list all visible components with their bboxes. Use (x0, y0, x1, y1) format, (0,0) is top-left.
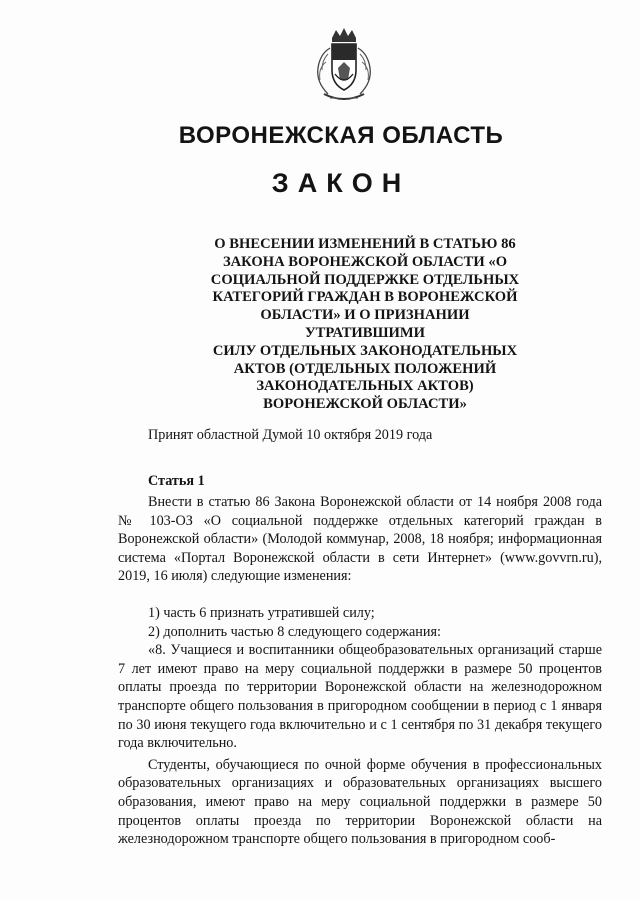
paragraph: 2) дополнить частью 8 следующего содержания: (148, 623, 441, 640)
law-subject (200, 236, 530, 414)
article-body (118, 493, 602, 849)
article-heading: Статья 1 (148, 473, 205, 489)
law-title: ЗАКОН (271, 168, 411, 198)
subject-line: СОЦИАЛЬНОЙ ПОДДЕРЖКЕ ОТДЕЛЬНЫХ (210, 271, 520, 288)
paragraph: 1) часть 6 признать утратившей силу; (148, 604, 375, 621)
subject-line: КАТЕГОРИЙ ГРАЖДАН В ВОРОНЕЖСКОЙ (212, 289, 518, 306)
adoption-date: Принят областной Думой 10 октября 2019 года (148, 427, 433, 443)
coat-of-arms-icon (302, 24, 386, 108)
paragraph: Студенты, обучающиеся по очной форме обучения в профессиональных образовательных организациях и образовательных организациях высшего образования, имеют право на меру социальной поддержки в размере 50 процентов оплаты проезда по территории Воронежской области на железнодорожном транспорте общего пользования в пригородном сооб- (118, 756, 602, 848)
region-title: ВОРОНЕЖСКАЯ ОБЛАСТЬ (178, 122, 504, 149)
subject-line: СИЛУ ОТДЕЛЬНЫХ ЗАКОНОДАТЕЛЬНЫХ (212, 342, 518, 359)
subject-line: ЗАКОНА ВОРОНЕЖСКОЙ ОБЛАСТИ «О (222, 253, 508, 270)
subject-line: ЗАКОНОДАТЕЛЬНЫХ АКТОВ) (256, 378, 474, 395)
subject-line: ОБЛАСТИ» И О ПРИЗНАНИИ УТРАТИВШИМИ (260, 307, 470, 341)
subject-line: О ВНЕСЕНИИ ИЗМЕНЕНИЙ В СТАТЬЮ 86 (214, 236, 516, 252)
paragraph: «8. Учащиеся и воспитанники общеобразовательных организаций старше 7 лет имеют право на меру социальной поддержки в размере 50 процентов оплаты проезда по территории Воронежской области на железнодорожном транспорте общего пользования в пригородном сообщении в период с 1 января по 30 июня текущего года включительно и с 1 сентября по 31 декабря текущего года включительно. (118, 642, 602, 752)
subject-line: АКТОВ (ОТДЕЛЬНЫХ ПОЛОЖЕНИЙ (233, 360, 497, 377)
subject-line: ВОРОНЕЖСКОЙ ОБЛАСТИ» (263, 396, 467, 413)
paragraph: Внести в статью 86 Закона Воронежской области от 14 ноября 2008 года № 103-ОЗ «О социальной поддержке отдельных категорий граждан в Воронежской области» (Молодой коммунар, 2008, 18 ноября; информационная система «Портал Воронежской области в сети Интернет» (www.govvrn.ru), 2019, 16 июля) следующие изменения: (118, 494, 602, 585)
